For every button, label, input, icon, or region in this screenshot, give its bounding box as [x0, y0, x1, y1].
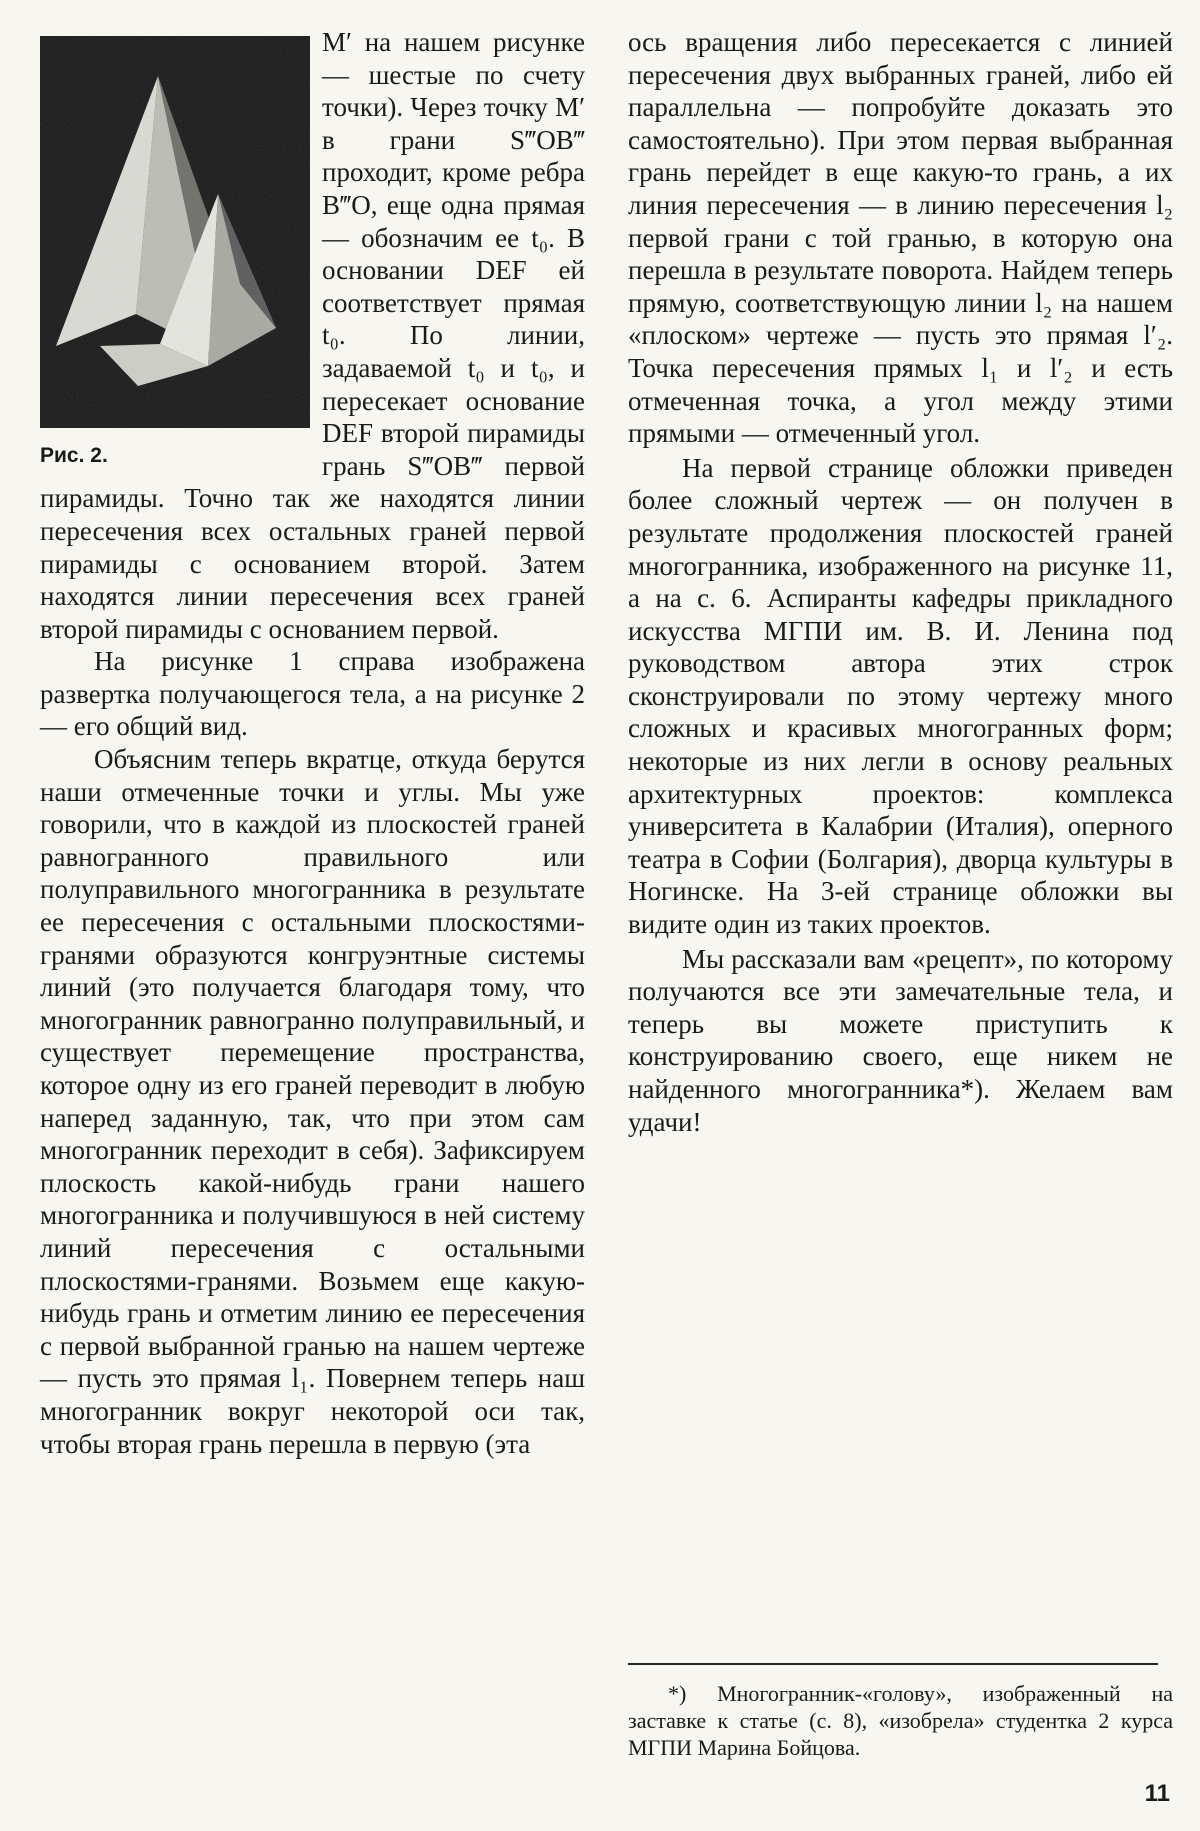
footnote-divider: [628, 1663, 1158, 1665]
footnote-text: *) Многогранник-«голову», изображенный на заставке к статье (с. 8), «изобрела» студентка 2 курса МГПИ Марина Бойцова.: [628, 1681, 1173, 1760]
page-number: 11: [1144, 1780, 1170, 1807]
polyhedron-image: [40, 36, 310, 428]
footnote: [628, 1680, 1173, 1761]
figure-caption: Рис. 2.: [40, 444, 108, 467]
figure-photo: [40, 36, 310, 428]
paragraph-intro: M′ на нашем рисунке — шестые по счету точки). Через точку M′ в грани S‴OB‴ проходит, кроме ребра B‴O, еще одна прямая — обозначим ее t₀. В основании DEF ей соответствует прямая t₀. По линии, задаваемой t₀ и t₀, и пересекает основание DEF второй пирамиды грань S‴OB‴ первой пирамиды. Точно так же находятся линии пересечения всех остальных граней первой пирамиды с основанием второй. Затем находятся линии пересечения всех граней второй пирамиды с основанием первой.: [40, 27, 585, 644]
figure-2: [40, 36, 310, 473]
paragraph-explanation: Объясним теперь вкратце, откуда берутся наши отмеченные точки и углы. Мы уже говорили, что в каждой из плоскостей граней равногранного правильного или полуправильного многогранника в результате ее пересечения с остальными плоскостями-гранями образуются конгруэнтные системы линий (это получается благодаря тому, что многогранник равногранно полуправильный, и существует перемещение пространства, которое одну из его граней переводит в любую наперед заданную, так, что при этом сам многогранник переходит в себя). Зафиксируем плоскость какой-нибудь грани нашего многогранника и получившуюся в ней систему линий пересечения с остальными плоскостями-гранями. Возьмем еще какую-нибудь грань и отметим линию ее пересечения с первой выбранной гранью на нашем чертеже — пусть это прямая l₁. Повернем теперь наш многогранник вокруг некоторой оси так, чтобы вторая грань перешла в первую (эта: [40, 744, 585, 1459]
paragraph-cover: На первой странице обложки приведен более сложный чертеж — он получен в результате продолжения плоскостей граней многогранника, изображенного на рисунке 11, а на с. 6. Аспиранты кафедры прикладного искусства МГПИ им. В. И. Ленина под руководством автора этих строк сконструировали по этому чертежу много сложных и красивых многогранных форм; некоторые из них легли в основу реальных архитектурных проектов: комплекса университета в Калабрии (Италия), оперного театра в Софии (Болгария), дворца культуры в Ногинске. На 3-ей странице обложки вы видите один из таких проектов.: [628, 452, 1173, 940]
paragraph-figures: На рисунке 1 справа изображена развертка получающегося тела, а на рисунке 2 — его общий вид.: [40, 646, 585, 742]
left-column: [40, 26, 585, 1460]
right-column: [628, 26, 1173, 1138]
paragraph-recipe: Мы рассказали вам «рецепт», по которому получаются все эти замечательные тела, и теперь вы можете приступить к конструированию своего, еще никем не найденного многогранника*). Желаем вам удачи!: [628, 943, 1173, 1137]
paragraph-continuation: ось вращения либо пересекается с линией пересечения двух выбранных граней, либо ей параллельна — попробуйте доказать это самостоятельно). При этом первая выбранная грань перейдет в еще какую-то грань, а их линия пересечения — в линию пересечения l₂ первой грани с той гранью, в которую она перешла в результате поворота. Найдем теперь прямую, соответствующую линии l₂ на нашем «плоском» чертеже — пусть это прямая l′₂. Точка пересечения прямых l₁ и l′₂ и есть отмеченная точка, а угол между этими прямыми — отмеченный угол.: [628, 27, 1173, 449]
